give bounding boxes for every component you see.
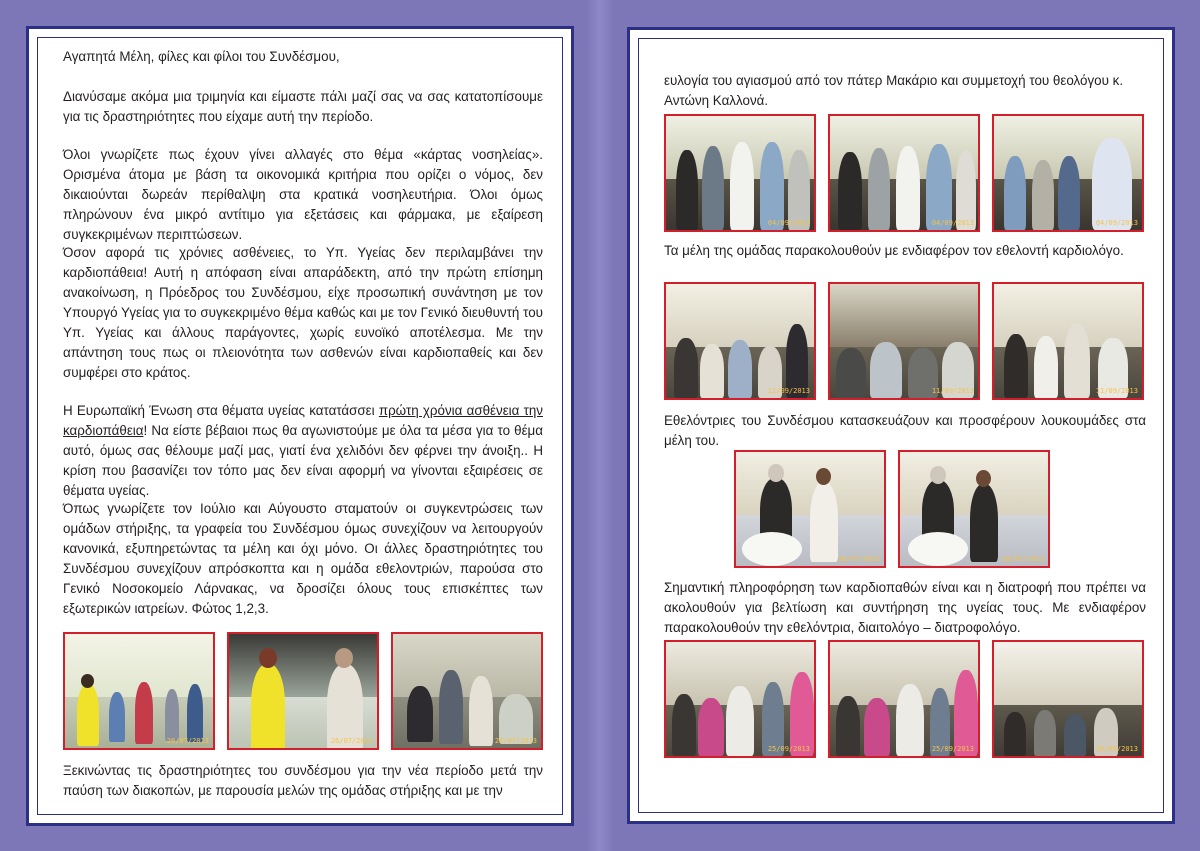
right-page bbox=[627, 27, 1175, 824]
photo-date: 28/07/2013 bbox=[1001, 555, 1044, 563]
photo-meeting-1 bbox=[664, 282, 816, 400]
photo-meeting-2 bbox=[828, 282, 980, 400]
photo-date: 25/09/2013 bbox=[931, 745, 974, 753]
photo-date: 04/09/2013 bbox=[767, 219, 810, 227]
photo-nutrition-1 bbox=[664, 640, 816, 758]
center-gutter bbox=[586, 0, 614, 851]
paragraph-1: Διανύσαμε ακόμα μια τριμηνία και είμαστε πάλι μαζί σας να σας κατατοπίσουμε για τις δραστηριότητες που είχαμε αυτή την περίοδο. bbox=[63, 89, 543, 124]
photo-date: 26/07/2013 bbox=[494, 737, 537, 745]
photo-blessing-3 bbox=[992, 114, 1144, 232]
photo-hospital-corridor bbox=[63, 632, 215, 750]
photo-date: 26/07/2013 bbox=[330, 737, 373, 745]
photo-nutrition-3 bbox=[992, 640, 1144, 758]
photo-date: 10/09/2013 bbox=[1095, 745, 1138, 753]
underlined-phrase: πρώτη χρόνια ασθένεια την καρδιοπάθεια bbox=[63, 403, 543, 438]
paragraph-4 bbox=[63, 401, 543, 501]
photo-date: 25/09/2013 bbox=[767, 745, 810, 753]
photo-blessing-2 bbox=[828, 114, 980, 232]
photo-volunteers-serving bbox=[227, 632, 379, 750]
paragraph-6: Ξεκινώντας τις δραστηριότητες του συνδέσμου για την νέα περίοδο μετά την παύση των διακοπών, με παρουσία μελών της ομάδας στήριξης και με την bbox=[63, 763, 543, 798]
paragraph-2: Όλοι γνωρίζετε πως έχουν γίνει αλλαγές στο θέμα «κάρτας νοσηλείας». Ορισμένα άτομα με βάση τα οικονομικά κριτήρια που ορίζει ο νόμος, δεν δικαιούνται δωρεάν περίθαλψη στα κρατικά νοσηλευτήρια. Όλοι όμως πληρώνουν ένα μικρό αντίτιμο για εξετάσεις και φάρμακα, με εξαίρεση συγκεκριμένων περιπτώσεων. bbox=[63, 147, 543, 242]
paragraph-continued: ευλογία του αγιασμού από τον πάτερ Μακάριο και συμμετοχή του θεολόγου κ. Αντώνη Καλλονά. bbox=[664, 73, 1124, 108]
photo-date: 11/09/2013 bbox=[767, 387, 810, 395]
photo-date: 11/09/2013 bbox=[931, 387, 974, 395]
photo-date: 26/07/2013 bbox=[166, 737, 209, 745]
caption-cardiologist: Τα μέλη της ομάδας παρακολουθούν με ενδιαφέρον τον εθελοντή καρδιολόγο. bbox=[664, 243, 1124, 258]
photo-blessing-1 bbox=[664, 114, 816, 232]
photo-waiting-room bbox=[391, 632, 543, 750]
photo-loukoumades-1 bbox=[734, 450, 886, 568]
photo-date: 11/09/2013 bbox=[1095, 387, 1138, 395]
photo-nutrition-2 bbox=[828, 640, 980, 758]
caption-volunteers: Εθελόντριες του Συνδέσμου κατασκευάζουν και προσφέρουν λουκουμάδες στα μέλη του. bbox=[664, 413, 1146, 448]
caption-nutrition: Σημαντική πληροφόρηση των καρδιοπαθών είναι και η διατροφή που πρέπει να ακολουθούν για βελτίωση και συντήρηση της υγείας τους. Με ενδιαφέρον παρακολουθούν την εθελόντρια, διαιτολόγο – διατροφολόγο. bbox=[664, 580, 1146, 635]
paragraph-4-end: ! Να είστε βέβαιοι πως θα αγωνιστούμε με όλα τα μέσα για το θέμα αυτό, όμως σας θέλουμε μαζί μας, γιατί ένα χελιδόνι δεν φέρνει την άνοιξη.. Η κρίση που βασανίζει τον τόπο μας δεν είναι αφορμή να γίνονται εξαιρέσεις σε θέματα υγείας. bbox=[63, 423, 543, 498]
photo-meeting-3 bbox=[992, 282, 1144, 400]
photo-loukoumades-2 bbox=[898, 450, 1050, 568]
photo-date: 04/09/2013 bbox=[1095, 219, 1138, 227]
paragraph-3: Όσον αφορά τις χρόνιες ασθένειες, το Υπ. Υγείας δεν περιλαμβάνει την καρδιοπάθεια! Αυτή η απόφαση είναι απαράδεκτη, από την πρώτη επίσημη ανακοίνωση, η Πρόεδρος του Συνδέσμου, είχε προσωπική συνάντηση με τον Υπουργό Υγείας για το συγκεκριμένο θέμα καθώς και με τον Γενικό διευθυντή του Υπ. Υγείας και άλλους παράγοντες, χωρίς ευνοϊκό αποτέλεσμα. Με την απάντηση τους πως οι πλειονότητα των ασθενών είναι καρδιοπαθείς και δεν συμφέρει στο κράτος. bbox=[63, 245, 543, 380]
photo-date: 28/07/2013 bbox=[837, 555, 880, 563]
greeting: Αγαπητά Μέλη, φίλες και φίλοι του Συνδέσμου, bbox=[63, 49, 340, 64]
left-page bbox=[26, 26, 574, 826]
photo-date: 04/09/2013 bbox=[931, 219, 974, 227]
paragraph-4-start: Η Ευρωπαϊκή Ένωση στα θέματα υγείας κατατάσσει bbox=[63, 403, 379, 418]
paragraph-5: Όπως γνωρίζετε τον Ιούλιο και Αύγουστο σταματούν οι συγκεντρώσεις των ομάδων στήριξης, τα γραφεία του Συνδέσμου όμως συνεχίζουν να λειτουργούν κανονικά, εξυπηρετώντας τα μέλη και όχι μόνο. Οι άλλες δραστηριότητες του Συνδέσμου συνεχίζουν απρόσκοπτα και η ομάδα εθελοντριών, παρούσα στο Γενικό Νοσοκομείο Λάρνακας, να δροσίζει όλους τους επισκέπτες των εξωτερικών ιατρείων. Φώτος 1,2,3. bbox=[63, 501, 543, 616]
